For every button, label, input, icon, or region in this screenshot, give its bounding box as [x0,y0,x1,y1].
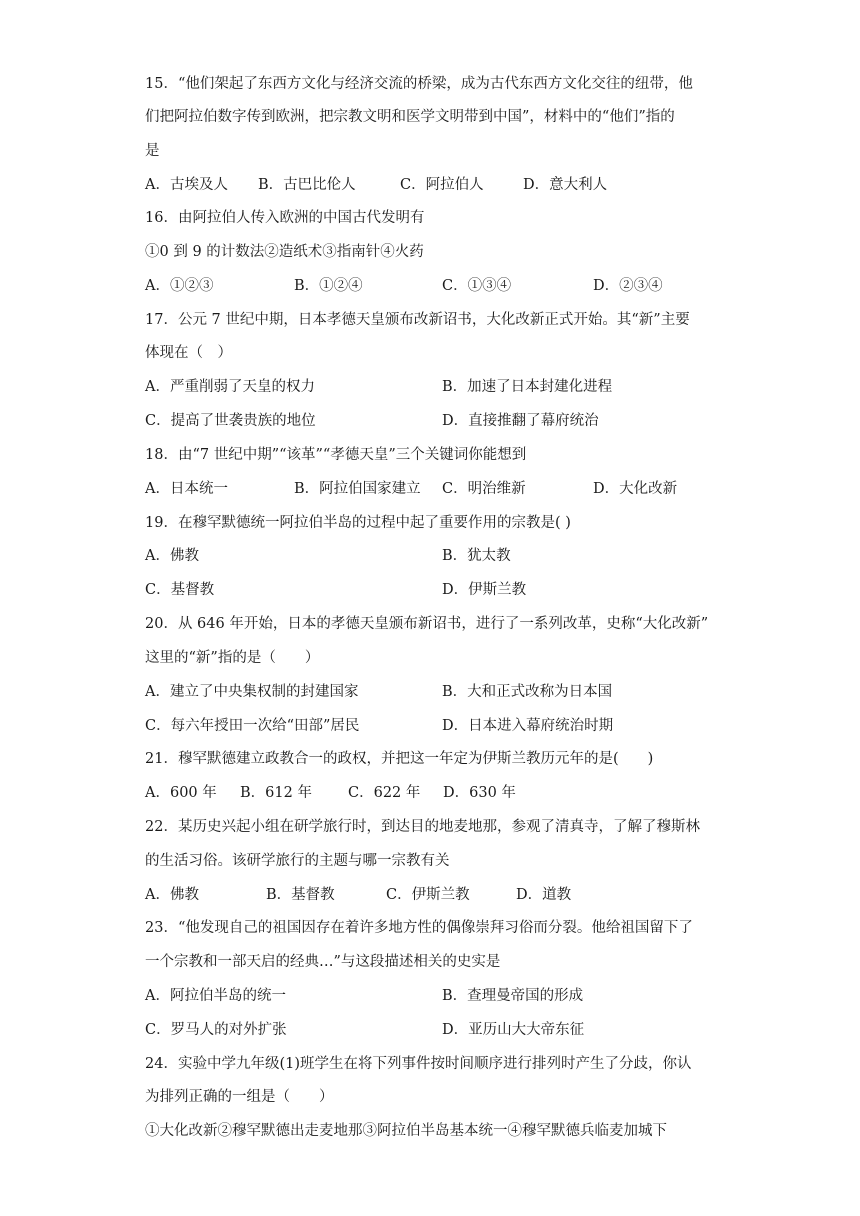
q20-option-b: B．大和正式改称为日本国 [442,684,613,700]
q19-option-a: A．佛教 [145,548,199,564]
q17-option-a: A．严重削弱了天皇的权力 [145,379,315,395]
q23-option-c: C．罗马人的对外扩张 [145,1022,287,1038]
q23-stem-line-1: 23．“他发现自己的祖国因存在着许多地方性的偶像崇拜习俗而分裂。他给祖国留下了 [145,920,693,936]
q19-option-d: D．伊斯兰教 [442,582,527,598]
q22-stem-line-2: 的生活习俗。该研学旅行的主题与哪一宗教有关 [145,853,450,869]
q15-option-c: C．阿拉伯人 [400,177,484,193]
q20-option-c: C．每六年授田一次给“田部”居民 [145,718,360,734]
q16-option-a: A．①②③ [145,278,214,294]
q22-option-a: A．佛教 [145,887,199,903]
q22-option-b: B．基督教 [266,887,335,903]
q21-stem-line-1: 21．穆罕默德建立政教合一的政权，并把这一年定为伊斯兰教历元年的是( ) [145,751,654,767]
q15-option-a: A．古埃及人 [145,177,228,193]
q18-stem-line-1: 18．由“7 世纪中期”“该革”“孝德天皇”三个关键词你能想到 [145,447,527,463]
q20-stem-line-2: 这里的“新”指的是（ ） [145,650,320,666]
q15-stem-line-1: 15．“他们架起了东西方文化与经济交流的桥梁，成为古代东西方文化交往的纽带，他 [145,76,693,92]
q22-stem-line-1: 22．某历史兴起小组在研学旅行时，到达目的地麦地那，参观了清真寺，了解了穆斯林 [145,819,700,835]
q21-option-d: D．630 年 [443,785,516,801]
q24-stem-line-1: 24．实验中学九年级(1)班学生在将下列事件按时间顺序进行排列时产生了分歧，你认 [145,1056,692,1072]
q24-stem-line-3: ①大化改新②穆罕默德出走麦地那③阿拉伯半岛基本统一④穆罕默德兵临麦加城下 [145,1123,667,1139]
q22-option-d: D．道教 [516,887,572,903]
q16-option-b: B．①②④ [294,278,363,294]
q19-option-b: B．犹太教 [442,548,511,564]
q16-stem-line-1: 16．由阿拉伯人传入欧洲的中国古代发明有 [145,210,425,226]
q20-stem-line-1: 20．从 646 年开始，日本的孝德天皇颁布新诏书，进行了一系列改革，史称“大化改新” [145,616,709,632]
q16-option-c: C．①③④ [442,278,512,294]
q17-stem-line-2: 体现在（ ） [145,345,232,361]
q17-option-c: C．提高了世袭贵族的地位 [145,413,316,429]
q18-option-a: A．日本统一 [145,481,228,497]
q18-option-c: C．明治维新 [442,481,526,497]
q22-option-c: C．伊斯兰教 [386,887,470,903]
q15-stem-line-3: 是 [145,143,160,159]
q21-option-a: A．600 年 [145,785,217,801]
q15-option-b: B．古巴比伦人 [258,177,356,193]
q23-option-d: D．亚历山大大帝东征 [442,1022,585,1038]
q19-option-c: C．基督教 [145,582,215,598]
q18-option-d: D．大化改新 [593,481,678,497]
q23-option-b: B．查理曼帝国的形成 [442,988,584,1004]
q19-stem-line-1: 19．在穆罕默德统一阿拉伯半岛的过程中起了重要作用的宗教是( ) [145,515,571,531]
q15-stem-line-2: 们把阿拉伯数字传到欧洲，把宗教文明和医学文明带到中国”，材料中的“他们”指的 [145,109,675,125]
q17-option-d: D．直接推翻了幕府统治 [442,413,599,429]
q21-option-c: C．622 年 [348,785,421,801]
q20-option-a: A．建立了中央集权制的封建国家 [145,684,359,700]
q16-stem-line-2: ①0 到 9 的计数法②造纸术③指南针④火药 [145,244,424,260]
q16-option-d: D．②③④ [593,278,663,294]
q17-option-b: B．加速了日本封建化进程 [442,379,613,395]
q21-option-b: B．612 年 [240,785,312,801]
q24-stem-line-2: 为排列正确的一组是（ ） [145,1089,334,1105]
q17-stem-line-1: 17．公元 7 世纪中期，日本孝德天皇颁布改新诏书，大化改新正式开始。其“新”主要 [145,312,690,328]
q23-stem-line-2: 一个宗教和一部天启的经典…”与这段描述相关的史实是 [145,954,501,970]
q20-option-d: D．日本进入幕府统治时期 [442,718,614,734]
q23-option-a: A．阿拉伯半岛的统一 [145,988,286,1004]
q18-option-b: B．阿拉伯国家建立 [294,481,421,497]
q15-option-d: D．意大利人 [523,177,608,193]
